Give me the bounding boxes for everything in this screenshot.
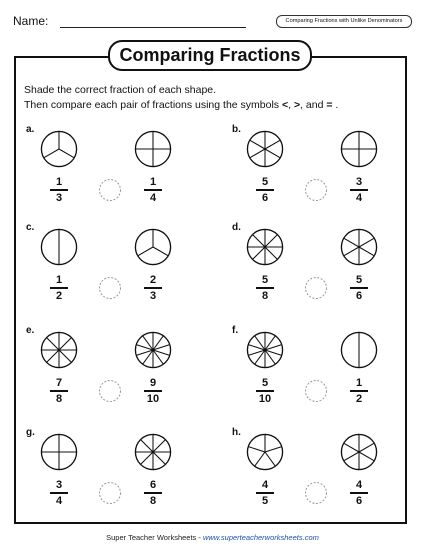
footer <box>0 533 425 542</box>
problem-f <box>232 325 412 405</box>
fraction-bar <box>144 492 162 494</box>
denominator: 2 <box>355 393 363 405</box>
dashed-circle <box>100 381 121 402</box>
fraction-bar <box>144 287 162 289</box>
fraction-circle-left[interactable] <box>40 433 78 471</box>
comparison-answer-circle[interactable] <box>98 481 122 505</box>
problem-d <box>232 222 412 302</box>
numerator: 7 <box>55 377 63 389</box>
denominator: 6 <box>355 495 363 507</box>
fraction-bar <box>350 390 368 392</box>
denominator: 4 <box>149 192 157 204</box>
denominator: 6 <box>261 192 269 204</box>
fraction-bar <box>256 390 274 392</box>
denominator: 8 <box>149 495 157 507</box>
fraction-left <box>254 479 276 507</box>
fraction-circle-right[interactable] <box>340 130 378 168</box>
numerator: 5 <box>261 176 269 188</box>
fraction-circle-left[interactable] <box>246 331 284 369</box>
numerator: 1 <box>55 274 63 286</box>
name-line[interactable] <box>60 27 246 28</box>
fraction-circle-right[interactable] <box>340 331 378 369</box>
dashed-circle <box>306 483 327 504</box>
comparison-answer-circle[interactable] <box>98 379 122 403</box>
fraction-bar <box>350 492 368 494</box>
name-label: Name: <box>13 14 49 28</box>
fraction-bar <box>50 189 68 191</box>
fraction-right <box>142 274 164 302</box>
fraction-left <box>254 377 276 405</box>
denominator: 6 <box>355 290 363 302</box>
problem-label: b. <box>232 124 241 135</box>
denominator: 3 <box>149 290 157 302</box>
instruction-end: . <box>332 99 339 111</box>
comparison-answer-circle[interactable] <box>98 276 122 300</box>
numerator: 5 <box>261 377 269 389</box>
problem-label: a. <box>26 124 35 135</box>
denominator: 2 <box>55 290 63 302</box>
fraction-bar <box>144 390 162 392</box>
fraction-left <box>48 377 70 405</box>
problem-label: f. <box>232 325 239 336</box>
fraction-right <box>142 176 164 204</box>
instruction-text: Then compare each pair of fractions using the symbols <box>24 99 282 111</box>
problem-g <box>26 427 206 507</box>
problem-label: e. <box>26 325 35 336</box>
numerator: 6 <box>149 479 157 491</box>
problem-label: h. <box>232 427 241 438</box>
fraction-circle-right[interactable] <box>134 130 172 168</box>
symbol-less-than: < <box>281 99 289 111</box>
dashed-circle <box>100 278 121 299</box>
problem-e <box>26 325 206 405</box>
numerator: 5 <box>261 274 269 286</box>
fraction-left <box>48 479 70 507</box>
fraction-circle-right[interactable] <box>134 433 172 471</box>
fraction-circle-left[interactable] <box>40 331 78 369</box>
denominator: 3 <box>55 192 63 204</box>
problem-b <box>232 124 412 204</box>
fraction-bar <box>50 492 68 494</box>
numerator: 1 <box>355 377 363 389</box>
problem-c <box>26 222 206 302</box>
numerator: 4 <box>355 479 363 491</box>
footer-link[interactable]: www.superteacherworksheets.com <box>202 533 319 542</box>
denominator: 8 <box>261 290 269 302</box>
problem-label: d. <box>232 222 241 233</box>
numerator: 3 <box>55 479 63 491</box>
dashed-circle <box>306 180 327 201</box>
denominator: 8 <box>55 393 63 405</box>
denominator: 5 <box>261 495 269 507</box>
footer-text: Super Teacher Worksheets - <box>106 533 203 542</box>
dashed-circle <box>306 381 327 402</box>
denominator: 10 <box>258 393 272 405</box>
fraction-left <box>254 274 276 302</box>
comparison-answer-circle[interactable] <box>304 276 328 300</box>
fraction-right <box>142 479 164 507</box>
fraction-circle-left[interactable] <box>246 228 284 266</box>
problem-a <box>26 124 206 204</box>
symbol-equals: = <box>326 99 333 111</box>
numerator: 3 <box>355 176 363 188</box>
fraction-circle-right[interactable] <box>134 331 172 369</box>
problem-label: g. <box>26 427 35 438</box>
numerator: 9 <box>149 377 157 389</box>
fraction-bar <box>350 287 368 289</box>
dashed-circle <box>306 278 327 299</box>
symbol-greater-than: > <box>293 99 301 111</box>
fraction-bar <box>256 492 274 494</box>
fraction-circle-right[interactable] <box>340 228 378 266</box>
problem-label: c. <box>26 222 35 233</box>
comparison-answer-circle[interactable] <box>304 379 328 403</box>
fraction-bar <box>350 189 368 191</box>
fraction-circle-left[interactable] <box>246 130 284 168</box>
fraction-circle-right[interactable] <box>340 433 378 471</box>
problem-h <box>232 427 412 507</box>
numerator: 5 <box>355 274 363 286</box>
instruction-separator: , and <box>300 99 327 111</box>
comparison-answer-circle[interactable] <box>304 481 328 505</box>
fraction-circle-left[interactable] <box>40 130 78 168</box>
denominator: 4 <box>55 495 63 507</box>
comparison-answer-circle[interactable] <box>98 178 122 202</box>
fraction-right <box>348 377 370 405</box>
fraction-bar <box>144 189 162 191</box>
fraction-right <box>142 377 164 405</box>
fraction-right <box>348 176 370 204</box>
fraction-circle-left[interactable] <box>40 228 78 266</box>
fraction-bar <box>256 189 274 191</box>
numerator: 1 <box>55 176 63 188</box>
fraction-circle-right[interactable] <box>134 228 172 266</box>
instruction-separator: , <box>288 99 294 111</box>
instruction-line-2 <box>24 99 338 111</box>
denominator: 10 <box>146 393 160 405</box>
fraction-bar <box>50 390 68 392</box>
page-title: Comparing Fractions <box>108 40 312 71</box>
fraction-left <box>254 176 276 204</box>
denominator: 4 <box>355 192 363 204</box>
fraction-right <box>348 274 370 302</box>
fraction-bar <box>50 287 68 289</box>
fraction-left <box>48 176 70 204</box>
numerator: 1 <box>149 176 157 188</box>
dashed-circle <box>100 180 121 201</box>
numerator: 2 <box>149 274 157 286</box>
numerator: 4 <box>261 479 269 491</box>
fraction-circle-left[interactable] <box>246 433 284 471</box>
fraction-bar <box>256 287 274 289</box>
dashed-circle <box>100 483 121 504</box>
instruction-line-1: Shade the correct fraction of each shape. <box>24 84 217 96</box>
comparison-answer-circle[interactable] <box>304 178 328 202</box>
worksheet-tag: Comparing Fractions with Unlike Denominators <box>276 15 412 28</box>
fraction-right <box>348 479 370 507</box>
fraction-left <box>48 274 70 302</box>
